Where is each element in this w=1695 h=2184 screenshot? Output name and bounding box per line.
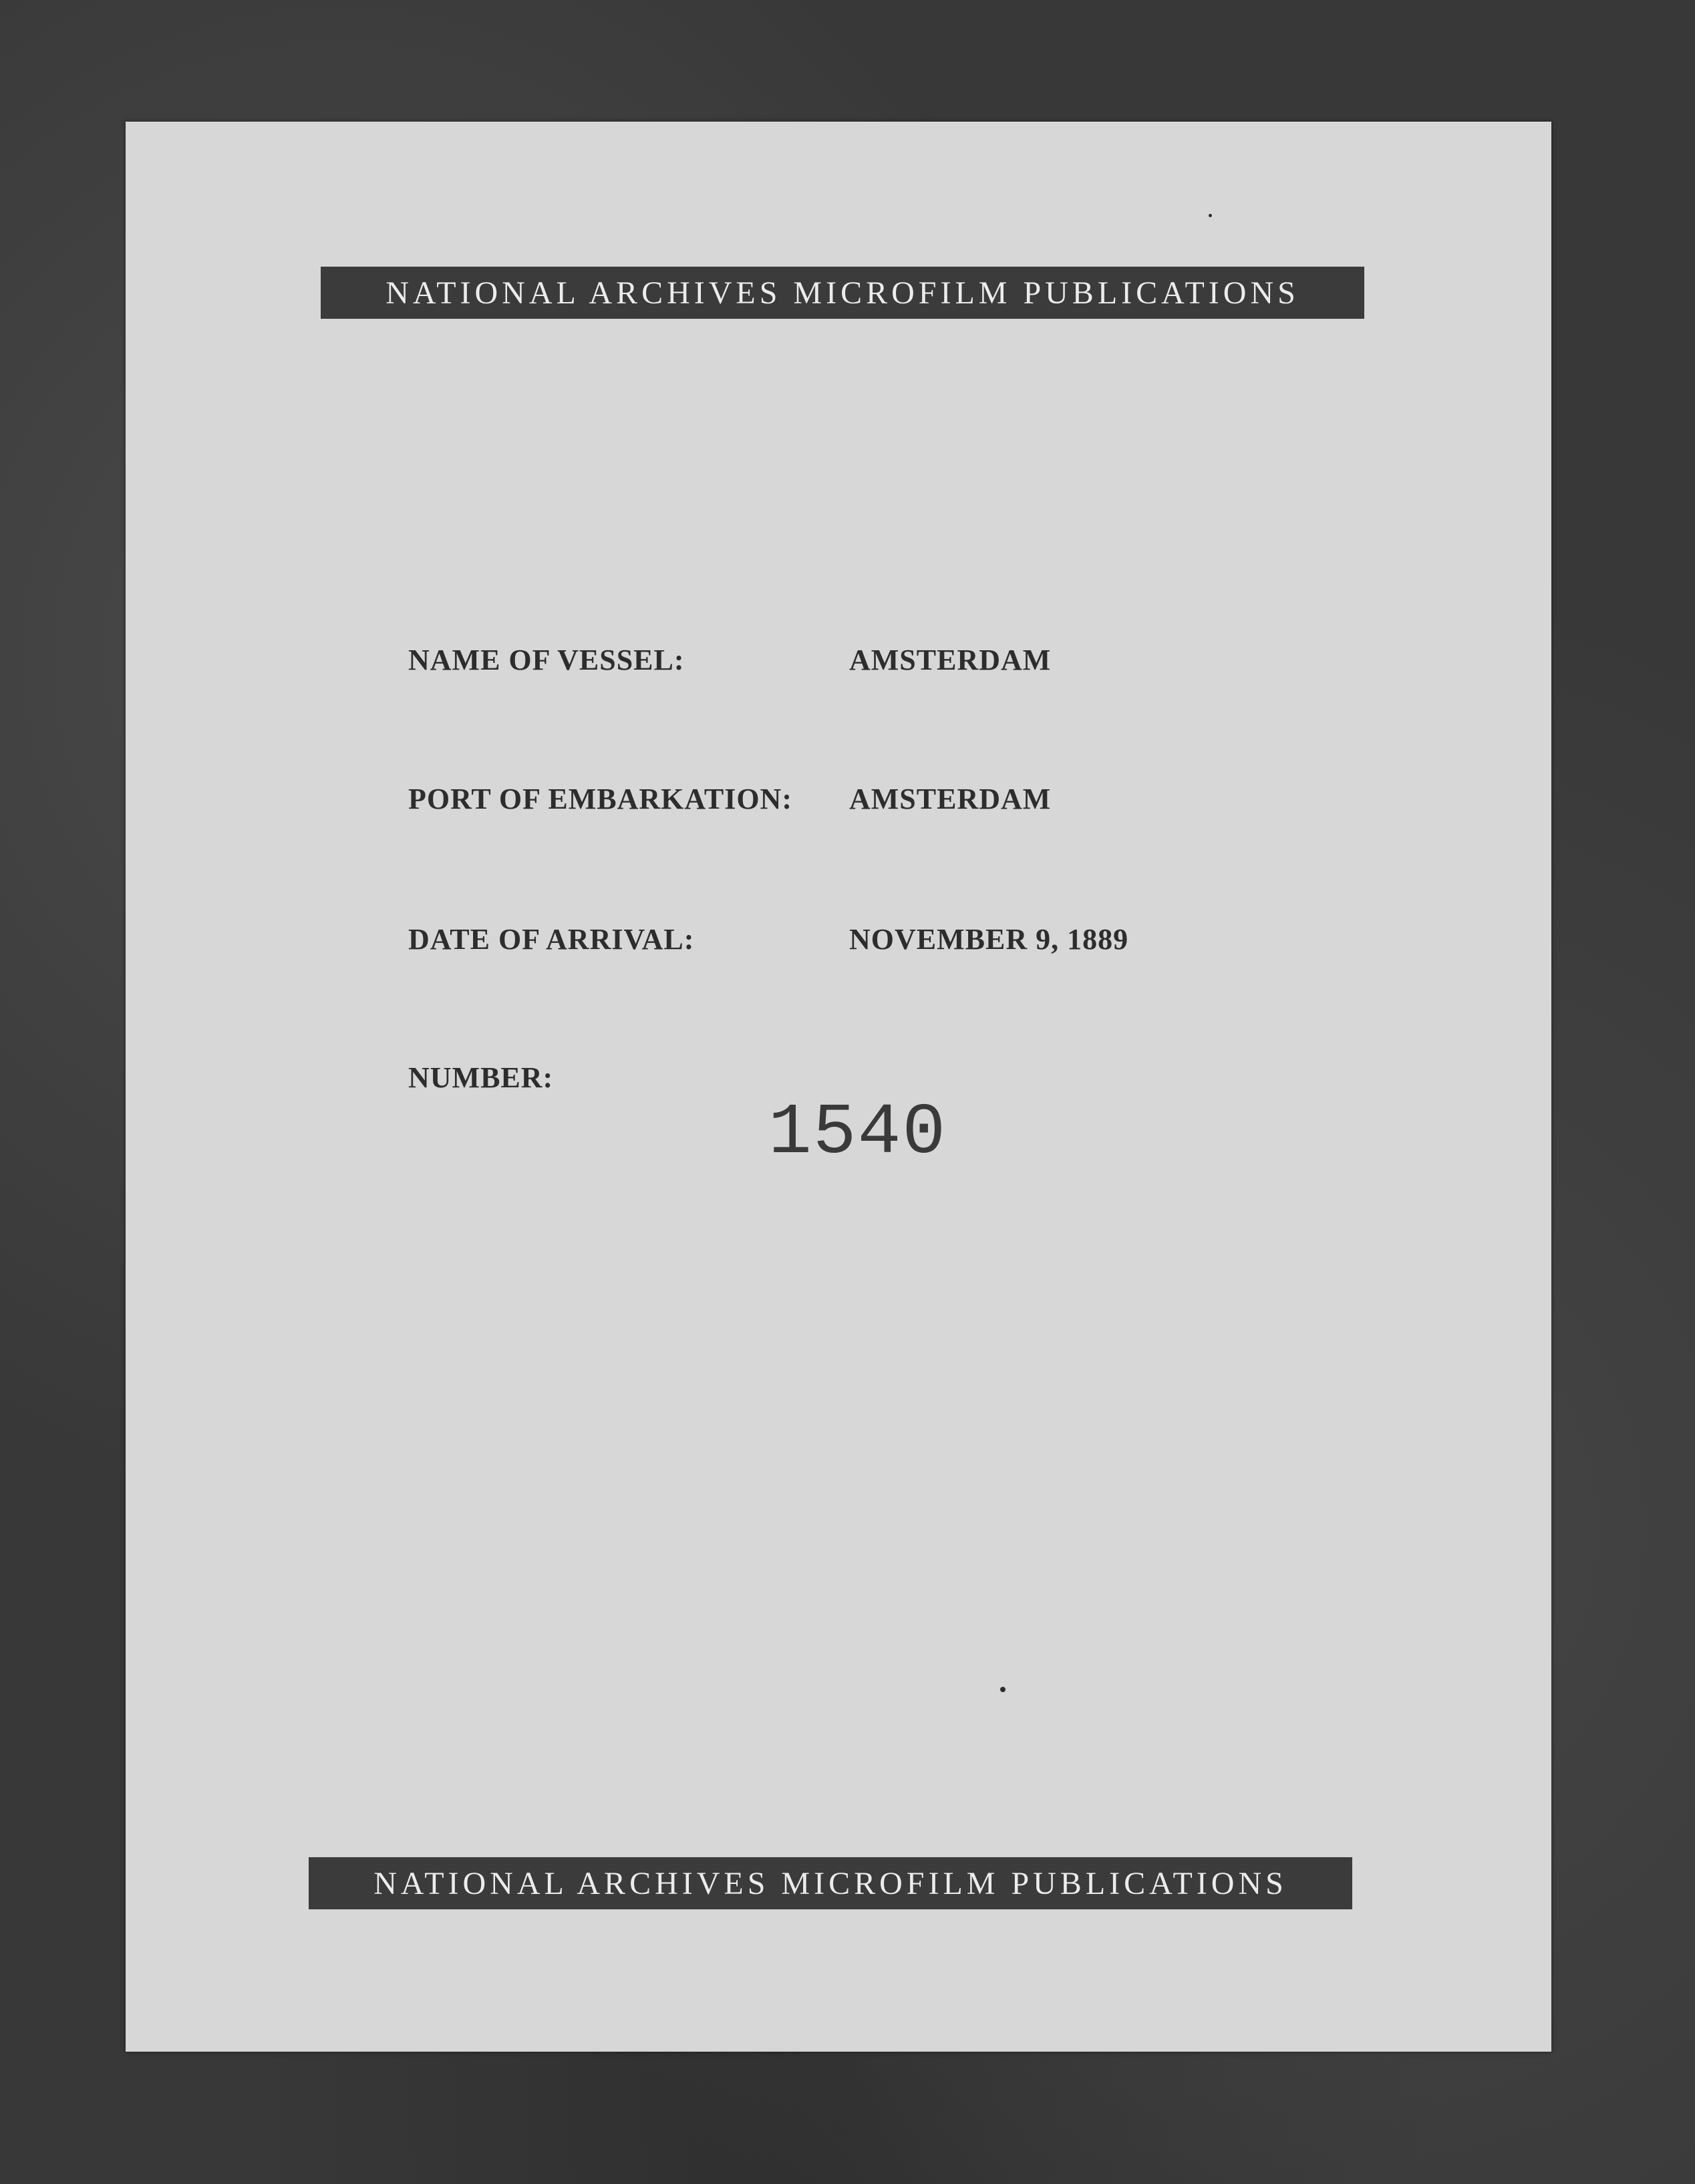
port-of-embarkation-label: PORT OF EMBARKATION: bbox=[408, 783, 792, 815]
number-value: 1540 bbox=[768, 1093, 947, 1174]
document-sheet bbox=[126, 122, 1551, 2052]
port-of-embarkation-value: AMSTERDAM bbox=[849, 783, 1052, 815]
date-of-arrival-label: DATE OF ARRIVAL: bbox=[408, 923, 695, 956]
vessel-name-label: NAME OF VESSEL: bbox=[408, 644, 685, 676]
header-banner bbox=[321, 267, 1364, 319]
vessel-name-value: AMSTERDAM bbox=[849, 644, 1052, 676]
footer-banner bbox=[309, 1857, 1352, 1909]
header-banner-text: NATIONAL ARCHIVES MICROFILM PUBLICATIONS bbox=[386, 275, 1299, 311]
date-of-arrival-value: NOVEMBER 9, 1889 bbox=[849, 923, 1129, 956]
footer-banner-text: NATIONAL ARCHIVES MICROFILM PUBLICATIONS bbox=[373, 1865, 1287, 1901]
number-label: NUMBER: bbox=[408, 1061, 554, 1094]
dust-speck bbox=[1000, 1687, 1006, 1692]
dust-speck bbox=[1209, 214, 1212, 217]
